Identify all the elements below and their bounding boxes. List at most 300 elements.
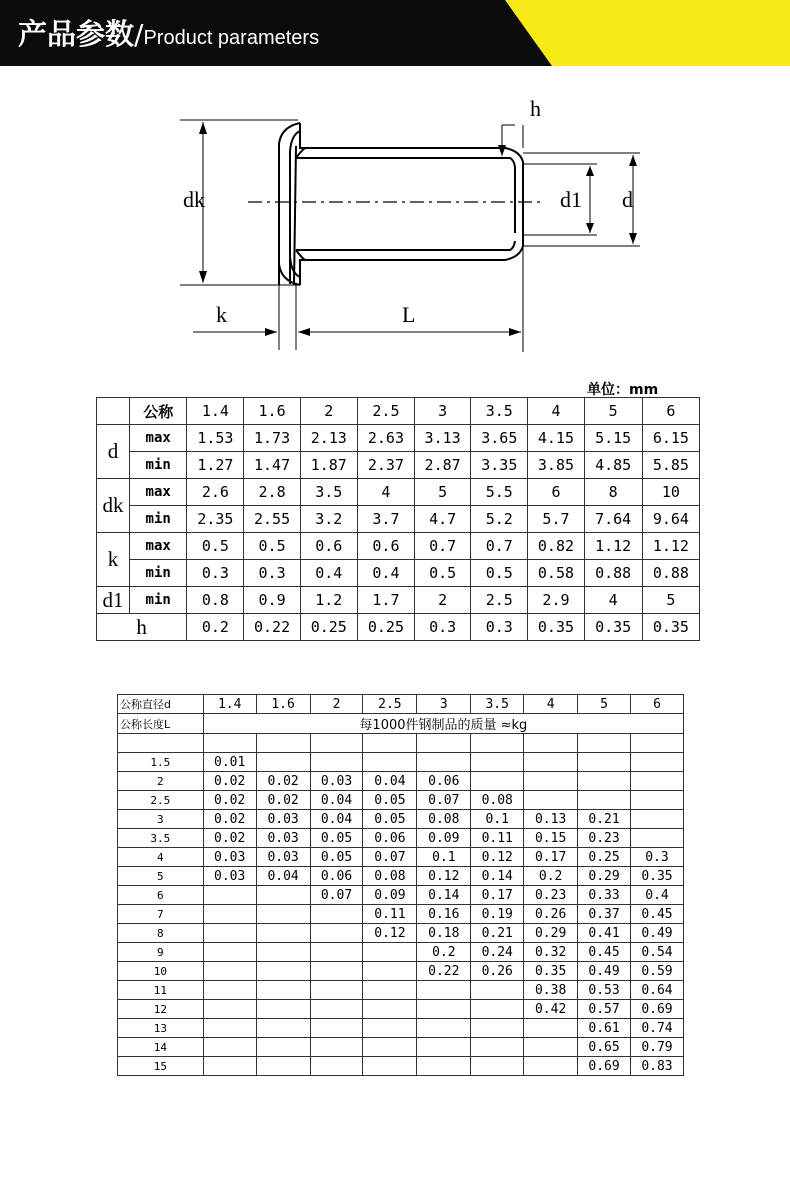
weight-value-cell: 0.12	[363, 924, 417, 943]
weight-value-cell	[524, 753, 578, 772]
spec-value-cell: 0.25	[300, 614, 357, 641]
weight-value-cell	[363, 1038, 417, 1057]
spec-value-cell: 3.85	[528, 452, 584, 479]
spec-value-cell: 5	[415, 479, 471, 506]
weight-value-cell	[310, 981, 363, 1000]
weight-value-cell: 0.41	[578, 924, 631, 943]
weight-value-cell: 0.02	[203, 829, 256, 848]
spec-value-cell: 5.5	[471, 479, 528, 506]
spec-value-cell: 0.5	[244, 533, 300, 560]
weight-value-cell	[471, 1019, 524, 1038]
weight-value-cell: 0.11	[471, 829, 524, 848]
spec-param-name: d	[97, 425, 130, 479]
weight-row	[118, 1000, 684, 1019]
weight-value-cell: 0.06	[363, 829, 417, 848]
weight-title: 每1000件钢制品的质量 ≈kg	[203, 714, 683, 734]
spec-value-cell: 0.3	[415, 614, 471, 641]
weight-value-cell: 0.45	[630, 905, 683, 924]
length-cell: 12	[118, 1000, 204, 1019]
weight-value-cell	[256, 1038, 310, 1057]
weight-size-cell: 2	[310, 695, 363, 714]
spec-sub-label: max	[130, 425, 187, 452]
spec-value-cell: 4.7	[415, 506, 471, 533]
weight-size-cell: 4	[524, 695, 578, 714]
weight-value-cell: 0.45	[578, 943, 631, 962]
weight-blank-cell	[578, 734, 631, 753]
dimension-arrows	[199, 122, 637, 336]
spec-sub-label: min	[130, 587, 187, 614]
length-cell: 13	[118, 1019, 204, 1038]
weight-value-cell	[203, 905, 256, 924]
spec-value-cell: 4	[584, 587, 642, 614]
spec-param-name: k	[97, 533, 130, 587]
weight-value-cell: 0.08	[363, 867, 417, 886]
weight-value-cell	[630, 829, 683, 848]
rivet-diagram	[0, 66, 790, 366]
weight-value-cell	[310, 924, 363, 943]
length-cell: 15	[118, 1057, 204, 1076]
weight-value-cell	[256, 962, 310, 981]
weight-row	[118, 981, 684, 1000]
spec-value-cell: 2.9	[528, 587, 584, 614]
spec-row	[97, 533, 700, 560]
spec-size-cell: 3.5	[471, 398, 528, 425]
weight-row	[118, 924, 684, 943]
weight-value-cell: 0.12	[471, 848, 524, 867]
weight-value-cell: 0.57	[578, 1000, 631, 1019]
spec-param-name: dk	[97, 479, 130, 533]
weight-header-row	[118, 695, 684, 714]
weight-value-cell	[417, 1000, 471, 1019]
weight-row	[118, 1038, 684, 1057]
spec-value-cell: 0.7	[471, 533, 528, 560]
weight-value-cell	[417, 753, 471, 772]
weight-size-cell: 5	[578, 695, 631, 714]
weight-value-cell: 0.59	[630, 962, 683, 981]
weight-value-cell: 0.03	[256, 810, 310, 829]
length-cell: 10	[118, 962, 204, 981]
length-cell: 6	[118, 886, 204, 905]
weight-value-cell	[203, 1019, 256, 1038]
spec-row	[97, 452, 700, 479]
weight-value-cell: 0.02	[203, 772, 256, 791]
weight-value-cell	[256, 753, 310, 772]
spec-value-cell: 0.35	[642, 614, 699, 641]
weight-value-cell	[256, 1019, 310, 1038]
weight-value-cell	[203, 981, 256, 1000]
weight-value-cell: 0.04	[256, 867, 310, 886]
weight-blank-cell	[256, 734, 310, 753]
spec-value-cell: 7.64	[584, 506, 642, 533]
weight-value-cell	[256, 981, 310, 1000]
weight-value-cell: 0.32	[524, 943, 578, 962]
weight-value-cell: 0.07	[310, 886, 363, 905]
weight-value-cell: 0.69	[630, 1000, 683, 1019]
weight-value-cell	[203, 886, 256, 905]
spec-value-cell: 3.7	[357, 506, 414, 533]
weight-value-cell	[203, 1000, 256, 1019]
spec-value-cell: 8	[584, 479, 642, 506]
weight-row	[118, 905, 684, 924]
h-label: h	[530, 96, 541, 121]
spec-value-cell: 0.4	[300, 560, 357, 587]
weight-value-cell: 0.11	[363, 905, 417, 924]
page-title-en: Product parameters	[143, 27, 320, 49]
spec-size-cell: 4	[528, 398, 584, 425]
length-cell: 9	[118, 943, 204, 962]
weight-value-cell: 0.12	[417, 867, 471, 886]
length-cell: 11	[118, 981, 204, 1000]
spec-value-cell: 9.64	[642, 506, 699, 533]
spec-sub-label: min	[130, 506, 187, 533]
spec-value-cell: 2	[415, 587, 471, 614]
weight-value-cell	[471, 753, 524, 772]
spec-value-cell: 1.7	[357, 587, 414, 614]
spec-size-cell: 5	[584, 398, 642, 425]
spec-value-cell: 3.35	[471, 452, 528, 479]
length-cell: 2	[118, 772, 204, 791]
weight-blank-cell	[118, 734, 204, 753]
weight-value-cell: 0.1	[471, 810, 524, 829]
spec-value-cell: 10	[642, 479, 699, 506]
weight-value-cell	[471, 1038, 524, 1057]
spec-value-cell: 0.6	[357, 533, 414, 560]
weight-row	[118, 886, 684, 905]
weight-value-cell	[203, 962, 256, 981]
weight-value-cell	[417, 1019, 471, 1038]
weight-value-cell: 0.35	[630, 867, 683, 886]
spec-value-cell: 0.35	[584, 614, 642, 641]
weight-value-cell	[630, 772, 683, 791]
weight-value-cell	[524, 772, 578, 791]
weight-value-cell: 0.42	[524, 1000, 578, 1019]
weight-row	[118, 753, 684, 772]
spec-value-cell: 2.6	[187, 479, 244, 506]
weight-value-cell: 0.35	[524, 962, 578, 981]
weight-value-cell: 0.21	[471, 924, 524, 943]
weight-value-cell: 0.83	[630, 1057, 683, 1076]
weight-value-cell	[363, 943, 417, 962]
weight-value-cell: 0.49	[630, 924, 683, 943]
diameter-label: 公称直径d	[118, 695, 204, 714]
weight-value-cell: 0.16	[417, 905, 471, 924]
spec-value-cell: 0.8	[187, 587, 244, 614]
weight-size-cell: 6	[630, 695, 683, 714]
weight-row	[118, 1057, 684, 1076]
weight-value-cell	[578, 791, 631, 810]
weight-value-cell: 0.04	[310, 810, 363, 829]
weight-value-cell: 0.04	[310, 791, 363, 810]
weight-value-cell: 0.03	[203, 867, 256, 886]
weight-blank-cell	[524, 734, 578, 753]
spec-size-cell: 1.6	[244, 398, 300, 425]
weight-value-cell	[310, 905, 363, 924]
weight-value-cell: 0.03	[256, 829, 310, 848]
weight-size-cell: 1.6	[256, 695, 310, 714]
weight-value-cell	[203, 1038, 256, 1057]
weight-row	[118, 867, 684, 886]
weight-value-cell: 0.26	[471, 962, 524, 981]
spec-value-cell: 5	[642, 587, 699, 614]
weight-row	[118, 848, 684, 867]
weight-row	[118, 962, 684, 981]
spec-value-cell: 3.65	[471, 425, 528, 452]
weight-value-cell: 0.79	[630, 1038, 683, 1057]
weight-value-cell	[363, 753, 417, 772]
weight-value-cell: 0.09	[417, 829, 471, 848]
header-banner	[0, 0, 790, 66]
spec-value-cell: 3.2	[300, 506, 357, 533]
spec-value-cell: 3.13	[415, 425, 471, 452]
weight-value-cell: 0.06	[417, 772, 471, 791]
spec-value-cell: 1.12	[584, 533, 642, 560]
length-cell: 8	[118, 924, 204, 943]
weight-value-cell: 0.15	[524, 829, 578, 848]
weight-value-cell: 0.05	[363, 810, 417, 829]
weight-value-cell: 0.2	[417, 943, 471, 962]
weight-value-cell: 0.07	[417, 791, 471, 810]
spec-corner-cell	[97, 398, 130, 425]
spec-value-cell: 0.3	[187, 560, 244, 587]
weight-value-cell	[363, 962, 417, 981]
weight-value-cell: 0.18	[417, 924, 471, 943]
weight-size-cell: 2.5	[363, 695, 417, 714]
weight-value-cell: 0.03	[256, 848, 310, 867]
spec-value-cell: 1.87	[300, 452, 357, 479]
weight-value-cell	[256, 924, 310, 943]
weight-value-cell	[310, 753, 363, 772]
spec-value-cell: 0.22	[244, 614, 300, 641]
weight-value-cell	[524, 1019, 578, 1038]
weight-value-cell: 0.19	[471, 905, 524, 924]
weight-value-cell: 0.29	[524, 924, 578, 943]
length-cell: 3.5	[118, 829, 204, 848]
weight-value-cell	[471, 1057, 524, 1076]
length-cell: 2.5	[118, 791, 204, 810]
weight-value-cell	[310, 1057, 363, 1076]
length-cell: 14	[118, 1038, 204, 1057]
spec-value-cell: 6.15	[642, 425, 699, 452]
k-label: k	[216, 302, 227, 327]
weight-blank-cell	[630, 734, 683, 753]
weight-row	[118, 772, 684, 791]
weight-value-cell	[256, 1000, 310, 1019]
unit-label: 单位：mm	[587, 382, 659, 398]
spec-value-cell: 0.25	[357, 614, 414, 641]
weight-value-cell: 0.01	[203, 753, 256, 772]
weight-value-cell: 0.2	[524, 867, 578, 886]
spec-size-cell: 6	[642, 398, 699, 425]
weight-value-cell: 0.21	[578, 810, 631, 829]
weight-value-cell: 0.14	[417, 886, 471, 905]
page-title	[18, 14, 319, 54]
weight-value-cell	[256, 1057, 310, 1076]
weight-row	[118, 810, 684, 829]
weight-size-cell: 3.5	[471, 695, 524, 714]
weight-value-cell	[524, 1038, 578, 1057]
length-cell: 1.5	[118, 753, 204, 772]
weight-blank-cell	[203, 734, 256, 753]
weight-value-cell	[203, 924, 256, 943]
dk-label: dk	[183, 187, 205, 212]
spec-value-cell: 1.27	[187, 452, 244, 479]
weight-value-cell	[471, 772, 524, 791]
weight-value-cell	[310, 943, 363, 962]
weight-value-cell: 0.05	[310, 848, 363, 867]
weight-value-cell	[256, 943, 310, 962]
weight-value-cell: 0.38	[524, 981, 578, 1000]
spec-value-cell: 5.7	[528, 506, 584, 533]
weight-value-cell: 0.23	[578, 829, 631, 848]
weight-value-cell	[630, 753, 683, 772]
weight-value-cell	[471, 1000, 524, 1019]
weight-value-cell: 0.03	[203, 848, 256, 867]
spec-row	[97, 479, 700, 506]
weight-value-cell: 0.03	[310, 772, 363, 791]
spec-value-cell: 1.53	[187, 425, 244, 452]
weight-value-cell: 0.65	[578, 1038, 631, 1057]
spec-value-cell: 0.5	[415, 560, 471, 587]
weight-value-cell: 0.04	[363, 772, 417, 791]
spec-sub-label: max	[130, 479, 187, 506]
spec-value-cell: 2.63	[357, 425, 414, 452]
spec-value-cell: 5.85	[642, 452, 699, 479]
weight-value-cell	[417, 1057, 471, 1076]
weight-value-cell: 0.02	[203, 791, 256, 810]
weight-value-cell: 0.23	[524, 886, 578, 905]
weight-value-cell	[578, 753, 631, 772]
weight-value-cell	[363, 981, 417, 1000]
spec-value-cell: 2.8	[244, 479, 300, 506]
weight-value-cell	[471, 981, 524, 1000]
spec-value-cell: 5.2	[471, 506, 528, 533]
weight-value-cell	[417, 1038, 471, 1057]
spec-value-cell: 0.6	[300, 533, 357, 560]
page-title-slash: /	[134, 18, 144, 51]
spec-sub-label: min	[130, 452, 187, 479]
weight-value-cell	[578, 772, 631, 791]
spec-value-cell: 2.55	[244, 506, 300, 533]
weight-value-cell: 0.17	[471, 886, 524, 905]
spec-value-cell: 4	[357, 479, 414, 506]
length-cell: 4	[118, 848, 204, 867]
length-cell: 3	[118, 810, 204, 829]
weight-value-cell: 0.13	[524, 810, 578, 829]
weight-row	[118, 1019, 684, 1038]
weight-value-cell: 0.22	[417, 962, 471, 981]
weight-value-cell: 0.54	[630, 943, 683, 962]
spec-size-cell: 2.5	[357, 398, 414, 425]
weight-value-cell	[417, 981, 471, 1000]
weight-table	[117, 694, 684, 1076]
weight-value-cell	[310, 1019, 363, 1038]
weight-value-cell	[630, 791, 683, 810]
spec-value-cell: 0.35	[528, 614, 584, 641]
spec-value-cell: 0.58	[528, 560, 584, 587]
spec-value-cell: 0.5	[471, 560, 528, 587]
spec-param-name: h	[97, 614, 187, 641]
length-cell: 5	[118, 867, 204, 886]
spec-value-cell: 0.2	[187, 614, 244, 641]
weight-value-cell	[363, 1019, 417, 1038]
spec-value-cell: 2.35	[187, 506, 244, 533]
weight-value-cell: 0.02	[256, 772, 310, 791]
spec-value-cell: 0.88	[584, 560, 642, 587]
weight-value-cell	[256, 905, 310, 924]
spec-value-cell: 0.5	[187, 533, 244, 560]
weight-value-cell: 0.33	[578, 886, 631, 905]
weight-row	[118, 791, 684, 810]
weight-value-cell: 0.37	[578, 905, 631, 924]
weight-value-cell: 0.49	[578, 962, 631, 981]
weight-value-cell	[524, 1057, 578, 1076]
length-cell: 7	[118, 905, 204, 924]
weight-value-cell	[203, 943, 256, 962]
spec-table	[96, 397, 700, 641]
spec-row	[97, 506, 700, 533]
weight-value-cell: 0.53	[578, 981, 631, 1000]
spec-value-cell: 2.37	[357, 452, 414, 479]
spec-value-cell: 0.88	[642, 560, 699, 587]
weight-row	[118, 829, 684, 848]
weight-value-cell: 0.74	[630, 1019, 683, 1038]
weight-blank-row	[118, 734, 684, 753]
weight-value-cell: 0.05	[310, 829, 363, 848]
spec-value-cell: 1.2	[300, 587, 357, 614]
weight-value-cell: 0.64	[630, 981, 683, 1000]
spec-value-cell: 1.12	[642, 533, 699, 560]
weight-value-cell: 0.06	[310, 867, 363, 886]
weight-value-cell: 0.08	[471, 791, 524, 810]
weight-size-cell: 3	[417, 695, 471, 714]
spec-row-h	[97, 614, 700, 641]
rivet-outline	[279, 123, 523, 285]
weight-value-cell	[524, 791, 578, 810]
weight-size-cell: 1.4	[203, 695, 256, 714]
weight-value-cell: 0.24	[471, 943, 524, 962]
weight-row	[118, 943, 684, 962]
weight-title-row	[118, 714, 684, 734]
spec-sub-label: min	[130, 560, 187, 587]
weight-value-cell	[310, 1000, 363, 1019]
spec-value-cell: 5.15	[584, 425, 642, 452]
weight-value-cell: 0.02	[203, 810, 256, 829]
spec-value-cell: 1.73	[244, 425, 300, 452]
weight-value-cell: 0.25	[578, 848, 631, 867]
weight-value-cell: 0.09	[363, 886, 417, 905]
weight-blank-cell	[417, 734, 471, 753]
spec-value-cell: 0.3	[471, 614, 528, 641]
spec-size-cell: 1.4	[187, 398, 244, 425]
weight-value-cell	[363, 1057, 417, 1076]
weight-value-cell	[203, 1057, 256, 1076]
spec-value-cell: 6	[528, 479, 584, 506]
L-label: L	[402, 302, 416, 327]
weight-value-cell: 0.07	[363, 848, 417, 867]
spec-value-cell: 2.13	[300, 425, 357, 452]
spec-value-cell: 1.47	[244, 452, 300, 479]
spec-value-cell: 0.4	[357, 560, 414, 587]
spec-row	[97, 425, 700, 452]
weight-blank-cell	[471, 734, 524, 753]
spec-value-cell: 3.5	[300, 479, 357, 506]
weight-blank-cell	[310, 734, 363, 753]
weight-value-cell: 0.69	[578, 1057, 631, 1076]
weight-value-cell: 0.4	[630, 886, 683, 905]
weight-value-cell: 0.08	[417, 810, 471, 829]
weight-value-cell: 0.05	[363, 791, 417, 810]
spec-value-cell: 0.9	[244, 587, 300, 614]
